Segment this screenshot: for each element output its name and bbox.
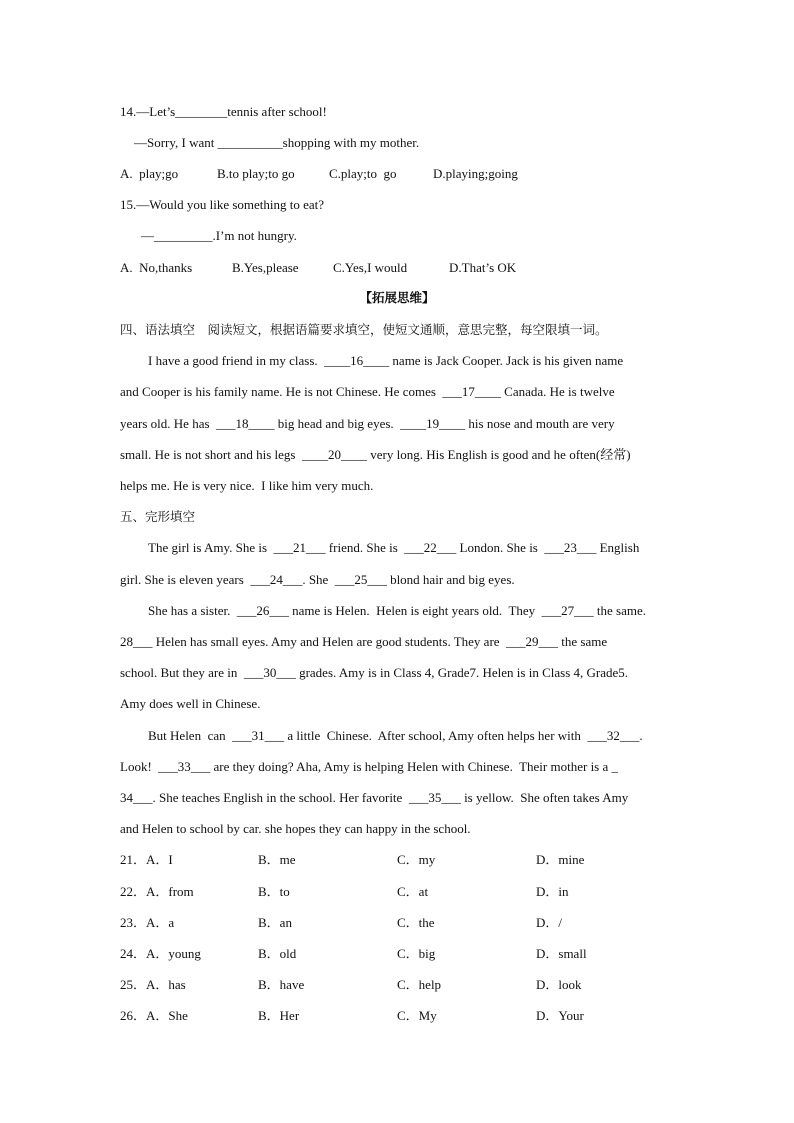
q15-prompt: 15.—Would you like something to eat? [120, 197, 325, 212]
option-b[interactable]: B．me [258, 852, 296, 867]
q15-option-b[interactable]: B.Yes,please [232, 260, 299, 275]
section5-title: 五、完形填空 [120, 509, 196, 524]
option-d[interactable]: D．mine [536, 852, 585, 867]
option-d[interactable]: D．Your [536, 1008, 584, 1023]
option-row-22 [120, 884, 680, 900]
passage5-line: The girl is Amy. She is ___21___ friend. She is ___22___ London. She is ___23___ English [148, 540, 640, 555]
option-row-23 [120, 915, 680, 931]
passage4-line: years old. He has ___18____ big head and big eyes. ____19____ his nose and mouth are very [120, 416, 615, 431]
q14-option-d[interactable]: D.playing;going [433, 166, 518, 181]
option-a[interactable]: 22．A．from [120, 884, 194, 899]
option-b[interactable]: B．have [258, 977, 305, 992]
option-c[interactable]: C．help [397, 977, 442, 992]
q15-option-d[interactable]: D.That’s OK [449, 260, 517, 275]
passage5-line: But Helen can ___31___ a little Chinese. After school, Amy often helps her with ___32___. [148, 728, 643, 743]
option-a[interactable]: 26．A．She [120, 1008, 188, 1023]
q14-option-c[interactable]: C.play;to go [329, 166, 397, 181]
q15-options [120, 260, 516, 276]
option-d[interactable]: D．/ [536, 915, 563, 930]
passage5-line: and Helen to school by car. she hopes they can happy in the school. [120, 821, 471, 836]
passage4-line: I have a good friend in my class. ____16____ name is Jack Cooper. Jack is his given name [148, 353, 624, 368]
option-b[interactable]: B．old [258, 946, 297, 961]
q15-option-c[interactable]: C.Yes,I would [333, 260, 408, 275]
option-c[interactable]: C．my [397, 852, 436, 867]
q15-reply: —_________.I’m not hungry. [141, 228, 297, 243]
option-c[interactable]: C．big [397, 946, 436, 961]
passage4-line: and Cooper is his family name. He is not Chinese. He comes ___17____ Canada. He is twelve [120, 384, 615, 399]
option-b[interactable]: B．an [258, 915, 292, 930]
option-row-24 [120, 946, 680, 962]
passage5-line: girl. She is eleven years ___24___. She ___25___ blond hair and big eyes. [120, 572, 515, 587]
option-a[interactable]: 21．A．I [120, 852, 173, 867]
option-b[interactable]: B．Her [258, 1008, 300, 1023]
option-row-26 [120, 1008, 680, 1024]
option-row-21 [120, 852, 680, 868]
q14-reply: —Sorry, I want __________shopping with my mother. [134, 135, 420, 150]
passage5-line: Look! ___33___ are they doing? Aha, Amy is helping Helen with Chinese. Their mother is a _ [120, 759, 619, 774]
option-a[interactable]: 23．A．a [120, 915, 175, 930]
option-b[interactable]: B．to [258, 884, 290, 899]
option-c[interactable]: C．the [397, 915, 435, 930]
option-c[interactable]: C．My [397, 1008, 437, 1023]
q14-option-b[interactable]: B.to play;to go [217, 166, 295, 181]
option-d[interactable]: D．in [536, 884, 569, 899]
section-expand-heading: 【拓展思维】 [359, 290, 435, 305]
passage5-line: Amy does well in Chinese. [120, 696, 261, 711]
passage4-line: small. He is not short and his legs ____20____ very long. His English is good and he often(经常) [120, 447, 631, 462]
passage5-line: 28___ Helen has small eyes. Amy and Helen are good students. They are ___29___ the same [120, 634, 608, 649]
q15-option-a[interactable]: A. No,thanks [120, 260, 193, 275]
passage4-line: helps me. He is very nice. I like him very much. [120, 478, 374, 493]
q14-prompt: 14.—Let’s________tennis after school! [120, 104, 327, 119]
option-c[interactable]: C．at [397, 884, 429, 899]
passage5-line: school. But they are in ___30___ grades. Amy is in Class 4, Grade7. Helen is in Class 4, Grade5. [120, 665, 629, 680]
passage5-line: She has a sister. ___26___ name is Helen. Helen is eight years old. They ___27___ the same. [148, 603, 646, 618]
q14-options [120, 166, 518, 182]
option-row-25 [120, 977, 680, 993]
option-d[interactable]: D．small [536, 946, 587, 961]
option-a[interactable]: 25．A．has [120, 977, 186, 992]
section4-title: 四、语法填空 阅读短文，根据语篇要求填空，使短文通顺，意思完整，每空限填一词。 [120, 322, 608, 337]
passage5-line: 34___. She teaches English in the school. Her favorite ___35___ is yellow. She often takes Amy [120, 790, 629, 805]
q14-option-a[interactable]: A. play;go [120, 166, 179, 181]
option-a[interactable]: 24．A．young [120, 946, 201, 961]
option-d[interactable]: D．look [536, 977, 582, 992]
